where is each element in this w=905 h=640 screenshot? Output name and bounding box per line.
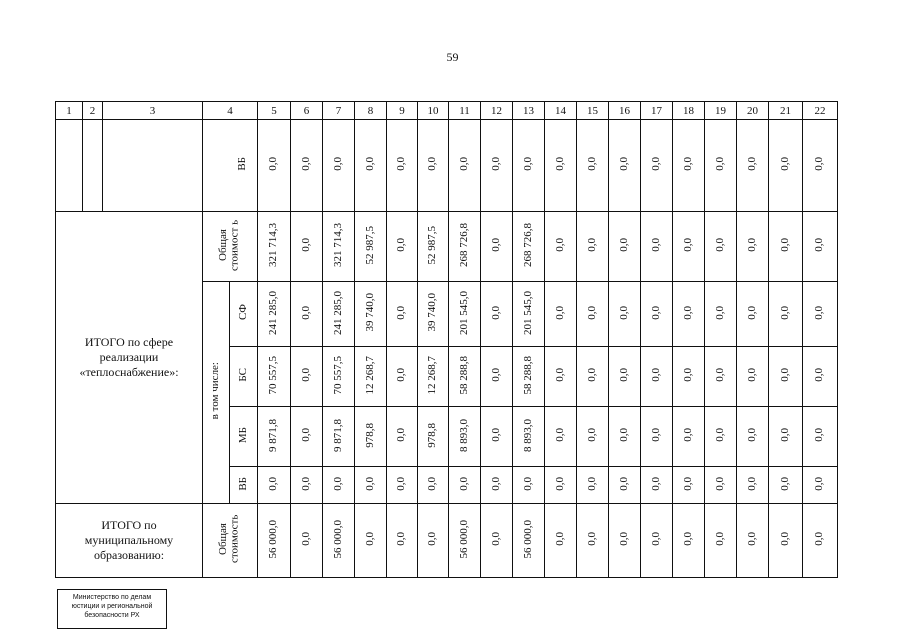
- col-header: 2: [83, 102, 103, 120]
- table-cell: 0,0: [641, 504, 673, 578]
- table-cell: 52 987,5: [355, 212, 387, 282]
- table-cell: 58 288,8: [449, 347, 481, 407]
- funding-type: БС: [230, 347, 258, 407]
- table-cell: 0,0: [513, 467, 545, 504]
- table-cell: 0,0: [577, 467, 609, 504]
- table-cell: 0,0: [705, 120, 737, 212]
- table-cell: 0,0: [673, 212, 705, 282]
- table-cell: 0,0: [737, 504, 769, 578]
- table-cell: 0,0: [737, 282, 769, 347]
- table-cell: 9 871,8: [258, 407, 291, 467]
- table-cell: 0,0: [705, 347, 737, 407]
- table-cell: 0,0: [609, 282, 641, 347]
- table-cell: 0,0: [673, 407, 705, 467]
- table-cell: 0,0: [641, 282, 673, 347]
- table-cell: 0,0: [387, 347, 418, 407]
- column-number-row: [56, 102, 838, 120]
- table-cell: 0,0: [673, 120, 705, 212]
- table-cell: 0,0: [769, 212, 803, 282]
- table-cell: 0,0: [803, 467, 838, 504]
- table-cell: 0,0: [737, 120, 769, 212]
- table-row: [56, 120, 838, 212]
- table-cell: 0,0: [545, 212, 577, 282]
- col-header: 13: [513, 102, 545, 120]
- table-cell: 0,0: [577, 347, 609, 407]
- table-cell: 56 000,0: [449, 504, 481, 578]
- subgroup-label: в том числе:: [203, 282, 230, 504]
- table-cell: 0,0: [355, 120, 387, 212]
- col-header: 15: [577, 102, 609, 120]
- table-cell: 56 000,0: [258, 504, 291, 578]
- stamp-line: безопасности РХ: [84, 612, 140, 619]
- table-cell: 0,0: [387, 120, 418, 212]
- cell-empty: [56, 120, 83, 212]
- data-table: [55, 101, 838, 578]
- table-cell: 0,0: [641, 467, 673, 504]
- table-cell: 0,0: [387, 504, 418, 578]
- table-row: [56, 212, 838, 282]
- table-cell: 0,0: [291, 347, 323, 407]
- table-cell: 0,0: [641, 407, 673, 467]
- table-cell: 0,0: [449, 467, 481, 504]
- table-cell: 0,0: [673, 504, 705, 578]
- table-cell: 0,0: [323, 120, 355, 212]
- table-cell: 0,0: [803, 282, 838, 347]
- table-cell: 0,0: [737, 212, 769, 282]
- table-cell: 0,0: [705, 282, 737, 347]
- table-cell: 201 545,0: [513, 282, 545, 347]
- cell-empty: [83, 120, 103, 212]
- col-header: 12: [481, 102, 513, 120]
- cell-empty: [203, 120, 230, 212]
- table-cell: 12 268,7: [418, 347, 449, 407]
- col-header: 20: [737, 102, 769, 120]
- col-header: 21: [769, 102, 803, 120]
- table-cell: 0,0: [355, 504, 387, 578]
- table-cell: 978,8: [355, 407, 387, 467]
- table-cell: 0,0: [641, 212, 673, 282]
- table-cell: 201 545,0: [449, 282, 481, 347]
- table-cell: 0,0: [387, 212, 418, 282]
- table-cell: 0,0: [641, 120, 673, 212]
- table-cell: 0,0: [291, 407, 323, 467]
- table-cell: 0,0: [769, 407, 803, 467]
- table-cell: 0,0: [418, 504, 449, 578]
- table-cell: 0,0: [291, 504, 323, 578]
- table-cell: 0,0: [769, 467, 803, 504]
- funding-type: ВБ: [230, 467, 258, 504]
- table-cell: 0,0: [737, 467, 769, 504]
- table-row: [56, 504, 838, 578]
- col-header: 6: [291, 102, 323, 120]
- col-header: 14: [545, 102, 577, 120]
- funding-type: Общая стоимость: [203, 504, 258, 578]
- table-cell: 0,0: [577, 282, 609, 347]
- table-cell: 0,0: [609, 347, 641, 407]
- col-header: 18: [673, 102, 705, 120]
- table-cell: 0,0: [577, 212, 609, 282]
- table-cell: 0,0: [481, 467, 513, 504]
- table-cell: 0,0: [258, 467, 291, 504]
- table-cell: 0,0: [609, 467, 641, 504]
- table-cell: 12 268,7: [355, 347, 387, 407]
- table-cell: 56 000,0: [513, 504, 545, 578]
- table-cell: 0,0: [577, 120, 609, 212]
- table-cell: 0,0: [545, 282, 577, 347]
- table-cell: 0,0: [705, 407, 737, 467]
- table-cell: 0,0: [577, 504, 609, 578]
- table-cell: 0,0: [545, 504, 577, 578]
- table-cell: 0,0: [481, 504, 513, 578]
- table-cell: 0,0: [769, 347, 803, 407]
- table-cell: 0,0: [418, 120, 449, 212]
- table-cell: 0,0: [803, 504, 838, 578]
- table-cell: 268 726,8: [449, 212, 481, 282]
- table-cell: 0,0: [737, 407, 769, 467]
- section-label: ИТОГО по сфере реализации «теплоснабжение»:: [56, 212, 203, 504]
- table-cell: 0,0: [291, 467, 323, 504]
- funding-type: СФ: [230, 282, 258, 347]
- table-cell: 0,0: [545, 407, 577, 467]
- table-cell: 9 871,8: [323, 407, 355, 467]
- table-cell: 0,0: [769, 504, 803, 578]
- table-cell: 39 740,0: [418, 282, 449, 347]
- table-cell: 0,0: [609, 504, 641, 578]
- table-cell: 0,0: [705, 504, 737, 578]
- table-cell: 321 714,3: [258, 212, 291, 282]
- table-cell: 0,0: [481, 347, 513, 407]
- table-cell: 0,0: [803, 347, 838, 407]
- table-cell: 0,0: [449, 120, 481, 212]
- table-cell: 0,0: [737, 347, 769, 407]
- table-cell: 0,0: [803, 407, 838, 467]
- stamp-line: Министерство по делам: [72, 594, 152, 601]
- table-cell: 0,0: [387, 407, 418, 467]
- col-header: 11: [449, 102, 481, 120]
- col-header: 8: [355, 102, 387, 120]
- table-cell: 0,0: [481, 407, 513, 467]
- funding-type: ВБ: [230, 120, 258, 212]
- table-cell: 0,0: [803, 212, 838, 282]
- table-cell: 0,0: [705, 212, 737, 282]
- funding-type: Общая стоимост ь: [203, 212, 258, 282]
- table-cell: 0,0: [577, 407, 609, 467]
- table-cell: 58 288,8: [513, 347, 545, 407]
- table-cell: 0,0: [258, 120, 291, 212]
- table-cell: 0,0: [609, 120, 641, 212]
- table-cell: 0,0: [545, 347, 577, 407]
- table-cell: 0,0: [291, 120, 323, 212]
- col-header: 9: [387, 102, 418, 120]
- col-header: 7: [323, 102, 355, 120]
- table-cell: 0,0: [387, 282, 418, 347]
- table-cell: 0,0: [323, 467, 355, 504]
- table-cell: 978,8: [418, 407, 449, 467]
- col-header: 5: [258, 102, 291, 120]
- table-cell: 0,0: [769, 120, 803, 212]
- col-header: 10: [418, 102, 449, 120]
- table-cell: 0,0: [769, 282, 803, 347]
- col-header: 16: [609, 102, 641, 120]
- col-header: 17: [641, 102, 673, 120]
- stamp-line: юстиции и региональной: [71, 603, 153, 610]
- table-cell: 56 000,0: [323, 504, 355, 578]
- col-header: 22: [803, 102, 838, 120]
- table-cell: 0,0: [545, 120, 577, 212]
- table-cell: 0,0: [481, 120, 513, 212]
- col-header: 19: [705, 102, 737, 120]
- table-cell: 0,0: [673, 467, 705, 504]
- table-cell: 0,0: [513, 120, 545, 212]
- table-cell: 0,0: [418, 467, 449, 504]
- table-cell: 39 740,0: [355, 282, 387, 347]
- table-cell: 0,0: [291, 282, 323, 347]
- table-cell: 0,0: [481, 282, 513, 347]
- table-cell: 0,0: [481, 212, 513, 282]
- table-cell: 8 893,0: [513, 407, 545, 467]
- col-header: 1: [56, 102, 83, 120]
- table-cell: 0,0: [803, 120, 838, 212]
- table-cell: 321 714,3: [323, 212, 355, 282]
- section-label: ИТОГО по муниципальному образованию:: [56, 504, 203, 578]
- table-cell: 0,0: [291, 212, 323, 282]
- table-cell: 52 987,5: [418, 212, 449, 282]
- section-label: [103, 120, 203, 212]
- funding-type: МБ: [230, 407, 258, 467]
- table-cell: 0,0: [545, 467, 577, 504]
- table-cell: 0,0: [705, 467, 737, 504]
- table-cell: 70 557,5: [258, 347, 291, 407]
- table-cell: 0,0: [641, 347, 673, 407]
- table-cell: 0,0: [355, 467, 387, 504]
- table-cell: 0,0: [609, 212, 641, 282]
- page-number: 59: [446, 50, 459, 64]
- ministry-stamp: [57, 589, 167, 629]
- table-cell: 0,0: [387, 467, 418, 504]
- col-header: 3: [103, 102, 203, 120]
- table-cell: 0,0: [609, 407, 641, 467]
- table-cell: 241 285,0: [258, 282, 291, 347]
- col-header: 4: [203, 102, 258, 120]
- table-cell: 268 726,8: [513, 212, 545, 282]
- table-cell: 241 285,0: [323, 282, 355, 347]
- table-cell: 0,0: [673, 282, 705, 347]
- table-cell: 70 557,5: [323, 347, 355, 407]
- table-cell: 8 893,0: [449, 407, 481, 467]
- table-cell: 0,0: [673, 347, 705, 407]
